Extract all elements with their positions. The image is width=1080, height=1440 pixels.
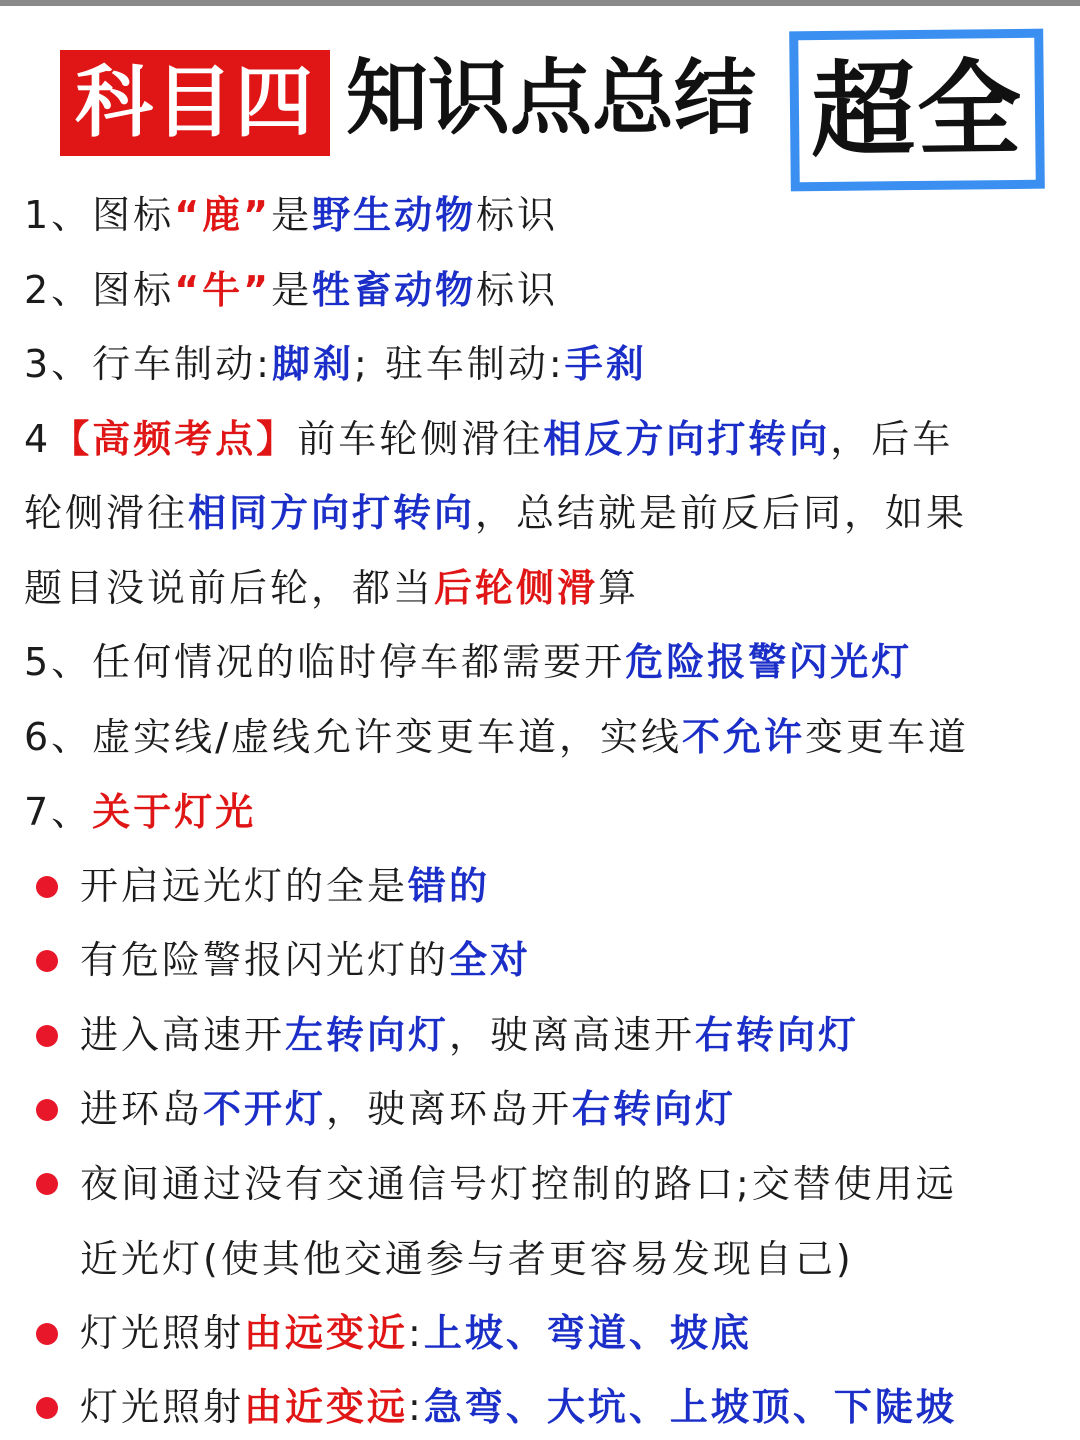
bullet-4 <box>80 1087 737 1131</box>
bullet-7-cases: 急弯、大坑、上坡顶、下陡坡 <box>423 1385 957 1429</box>
item-3-service-brake: 3、行车制动: <box>24 342 272 386</box>
bullet-dot <box>36 1323 58 1345</box>
item-3-hand-brake: 手刹 <box>564 342 647 386</box>
item-2-prefix: 2、图标 <box>24 268 175 312</box>
item-3-parking-brake: ; 驻车制动: <box>354 342 565 386</box>
bullet-7-colon: : <box>408 1385 424 1429</box>
bullet-3-exit: ，驶离高速开 <box>449 1013 696 1057</box>
page-title: 知识点总结 <box>346 51 757 146</box>
item-1-suffix: 标识 <box>476 193 559 237</box>
bullet-5-line-1 <box>80 1162 957 1206</box>
bullet-2-text: 有危险警报闪光灯的 <box>80 938 450 982</box>
item-7 <box>24 790 257 834</box>
bullet-5-text-1: 夜间通过没有交通信号灯控制的路口;交替使用远 <box>80 1162 957 1206</box>
item-1-deer: “鹿” <box>174 193 272 237</box>
bullet-4-right-signal: 右转向灯 <box>572 1087 737 1131</box>
bullet-4-enter: 进环岛 <box>80 1087 204 1131</box>
bullet-3 <box>80 1013 860 1057</box>
bullet-7 <box>80 1385 957 1429</box>
super-complete-box <box>789 29 1045 192</box>
bullet-7-near-to-far: 由近变远 <box>244 1385 409 1429</box>
item-6-text: 6、虚实线/虚线允许变更车道，实线 <box>24 715 682 759</box>
item-3 <box>24 342 647 386</box>
bullet-3-left-signal: 左转向灯 <box>285 1013 450 1057</box>
bullet-dot <box>36 1025 58 1047</box>
item-6-not-allowed: 不允许 <box>681 715 805 759</box>
item-7-about-lights: 关于灯光 <box>92 790 257 834</box>
item-4-opposite-steer: 相反方向打转向 <box>543 417 831 461</box>
item-4-summary: ，总结就是前反后同，如果 <box>475 491 968 535</box>
bullet-5-text-2: 近光灯(使其他交通参与者更容易发现自己) <box>80 1237 854 1281</box>
bullet-1 <box>80 864 491 908</box>
bullet-1-text: 开启远光灯的全是 <box>80 864 409 908</box>
item-4-rear: ，后车 <box>830 417 954 461</box>
bullet-6-far-to-near: 由远变近 <box>244 1311 409 1355</box>
subject-four-badge <box>60 50 330 156</box>
item-4-rear-skid: 轮侧滑往 <box>24 491 189 535</box>
item-2 <box>24 268 559 312</box>
bullet-dot <box>36 950 58 972</box>
item-6 <box>24 715 970 759</box>
bullet-7-text: 灯光照射 <box>80 1385 245 1429</box>
item-1-is: 是 <box>271 193 313 237</box>
item-1-wild-animal: 野生动物 <box>312 193 477 237</box>
bullet-6-text: 灯光照射 <box>80 1311 245 1355</box>
bullet-dot <box>36 1173 58 1195</box>
item-4-number: 4 <box>24 417 52 461</box>
item-4-same-steer: 相同方向打转向 <box>188 491 476 535</box>
item-1-prefix: 1、图标 <box>24 193 175 237</box>
item-4-line-2 <box>24 491 968 535</box>
item-4-front-skid: 前车轮侧滑往 <box>297 417 544 461</box>
bullet-4-no-light: 不开灯 <box>203 1087 327 1131</box>
bullet-5-line-2 <box>80 1237 854 1281</box>
item-3-foot-brake: 脚刹 <box>271 342 354 386</box>
badge-text: 科目四 <box>74 58 315 148</box>
item-4-line-1 <box>24 417 954 461</box>
bullet-4-exit: ，驶离环岛开 <box>326 1087 573 1131</box>
header <box>0 0 1080 200</box>
item-5-hazard-lights: 危险报警闪光灯 <box>625 640 913 684</box>
item-1 <box>24 193 559 237</box>
item-5 <box>24 640 913 684</box>
bullet-dot <box>36 1397 58 1419</box>
item-4-default: 题目没说前后轮，都当 <box>24 566 435 610</box>
item-2-livestock: 牲畜动物 <box>312 268 477 312</box>
bullet-3-right-signal: 右转向灯 <box>695 1013 860 1057</box>
item-4-rear-wheel-skid: 后轮侧滑 <box>434 566 599 610</box>
bullet-6 <box>80 1311 752 1355</box>
bullet-1-wrong: 错的 <box>408 864 491 908</box>
item-2-suffix: 标识 <box>476 268 559 312</box>
item-5-text: 5、任何情况的临时停车都需要开 <box>24 640 626 684</box>
item-4-end: 算 <box>598 566 640 610</box>
item-2-cow: “牛” <box>174 268 272 312</box>
bullet-2-all-right: 全对 <box>449 938 532 982</box>
bullet-6-cases: 上坡、弯道、坡底 <box>423 1311 752 1355</box>
bullet-dot <box>36 876 58 898</box>
bullet-dot <box>36 1099 58 1121</box>
item-4-line-3 <box>24 566 640 610</box>
item-6-suffix: 变更车道 <box>805 715 970 759</box>
item-4-hot-point: 【高频考点】 <box>51 417 298 461</box>
bullet-3-enter: 进入高速开 <box>80 1013 286 1057</box>
super-complete-text: 超全 <box>810 47 1024 173</box>
bullet-2 <box>80 938 532 982</box>
item-2-is: 是 <box>271 268 313 312</box>
item-7-number: 7、 <box>24 790 93 834</box>
bullet-6-colon: : <box>408 1311 424 1355</box>
